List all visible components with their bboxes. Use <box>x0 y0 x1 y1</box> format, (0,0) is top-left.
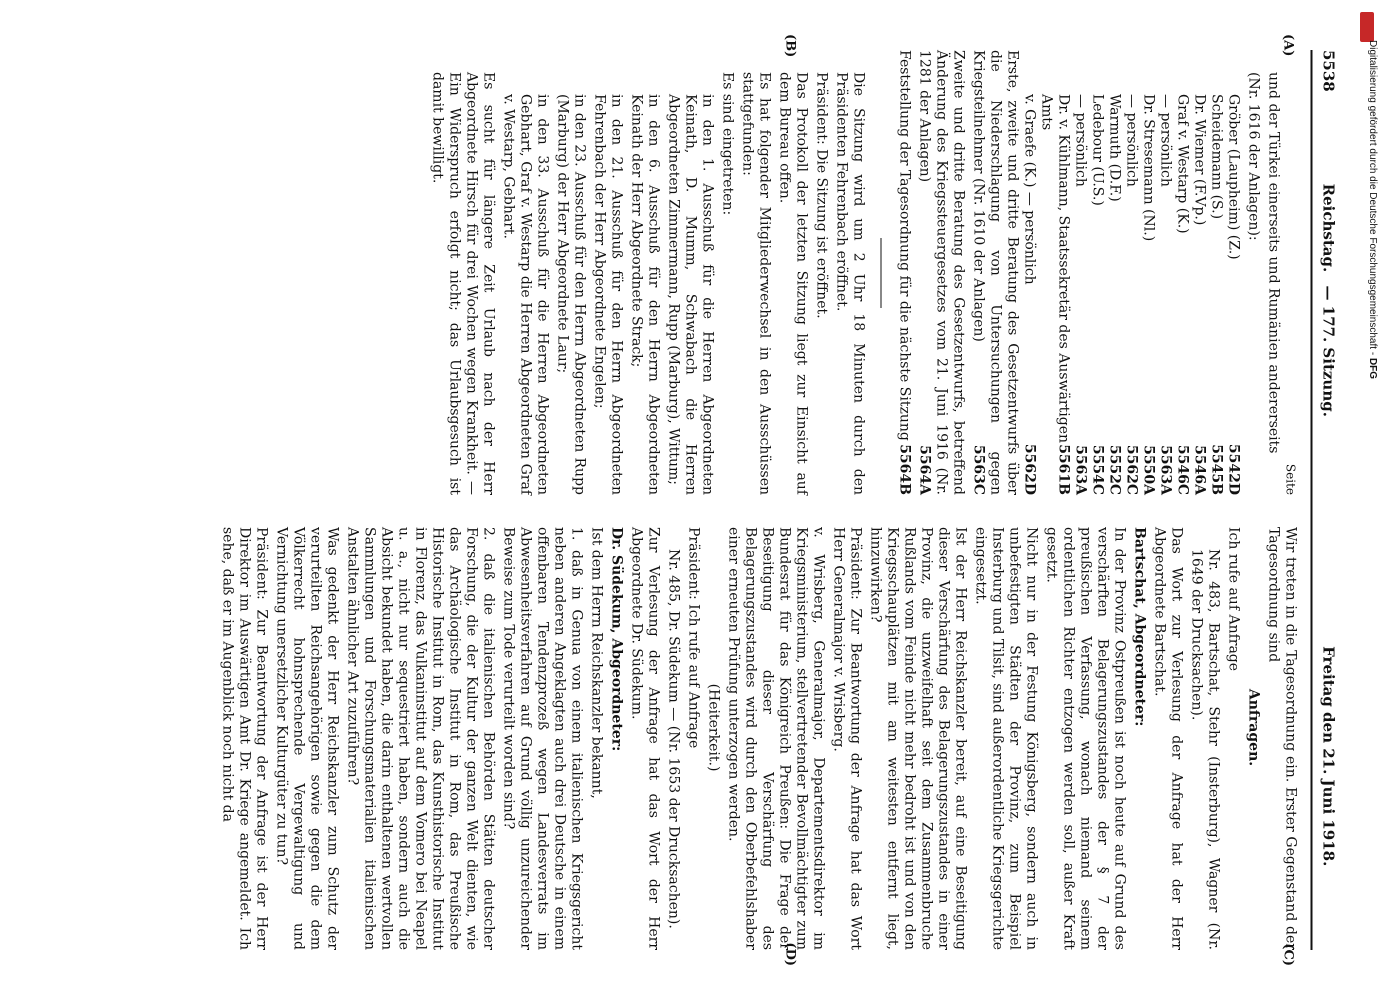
speaker-entry <box>1224 50 1241 495</box>
committee-change: Es hat folgender Mitgliederwechsel in den Ausschüssen stattgefunden: <box>739 72 772 495</box>
header-rule <box>1310 50 1312 950</box>
mark-d: (D) <box>782 942 797 966</box>
speaker-page: 5550A <box>1140 445 1156 495</box>
seite-label: Seite <box>1283 463 1297 495</box>
bartschat-3: Ist der Herr Reichskanzler bereit, auf eine Beseitigung dieser Verschärfung des Belagerungszustandes in einer Provinz, die unzweifelhaft seit dem Zusammenbruche Rußlands vom Feinde nicht mehr bedroht ist und von den Kriegsschauplätzen mit am weitesten entfernt liegt, hinzuwirken? <box>867 527 968 950</box>
speaker-page: 5552C <box>1106 444 1122 495</box>
suedekum-intro: Ist dem Herrn Reichskanzler bekannt, <box>588 527 604 799</box>
speaker-page: 5562D <box>1021 443 1037 495</box>
president-kriege: Präsident: Zur Beantwortung der Anfrage ist der Herr Direktor im Auswärtigen Amt Dr. Kriege angemeldet. Ich sehe, daß er im Augenblick noch nicht da <box>219 527 269 950</box>
committee-33: in den 33. Ausschuß für die Herren Abgeordneten Gebhart, Graf v. Westarp die Herren Abgeordneten Graf v. Westarp, Gebhart. <box>500 94 550 495</box>
wort-suedekum: Zur Verlesung der Anfrage hat das Wort der Herr Abgeordnete Dr. Südekum. <box>628 527 661 950</box>
speaker-bartschat: Bartschat, Abgeordneter: <box>1131 527 1147 727</box>
speaker-name: — persönlich <box>1072 94 1088 187</box>
president-wrisberg: Präsident: Zur Beantwortung der Anfrage hat das Wort Herr Generalmajor v. Wrisberg. <box>830 527 863 950</box>
speaker-page: 5563A <box>1157 445 1173 495</box>
dfg-logo <box>1360 12 1374 42</box>
item-kriegssteuer-page: 5564A <box>916 445 932 495</box>
intro-anlagen: (Nr. 1616 der Anlagen): <box>1245 72 1261 241</box>
president-opening: Präsident: Die Sitzung ist eröffnet. <box>813 72 829 319</box>
rotated-page <box>29 30 1354 970</box>
anfrage-483: Nr. 483, Bartschat, Stehr (Insterburg), Wagner (Nr. 1649 der Drucksachen). <box>1188 549 1221 950</box>
suedekum-2: 2. daß die italienischen Behörden Stätten deutscher Forschung, die der Kultur der ganzen Welt dienten, wie das Archäologische Institut in Rom, das Preußische Historische Institut in Rom, das Kunsthistorische Institut in Florenz, das Vulkaninstitut auf dem Vomero bei Neapel u. a., nicht nur sequestriert haben, sondern auch die Absicht bekundet haben, die darin enthaltenen wertvollen Sammlungen und Forschungsmaterialien italienischen Anstalten ähnlicher Art zuzuführen? <box>344 527 496 950</box>
item-tagesordnung-page: 5564B <box>896 444 912 495</box>
speaker-name: Warmuth (D.F.) <box>1106 94 1122 202</box>
agenda-start: Wir treten in die Tagesordnung ein. Erster Gegenstand der Tagesordnung sind <box>1265 527 1298 950</box>
separator <box>880 238 881 308</box>
item-niederschlagung: Erste, zweite und dritte Beratung des Gesetzentwurfs über die Niederschlagung von Untersuchungen gegen Kriegsteilnehmer (Nr. 1610 der Anlagen) 5563C <box>970 50 1020 495</box>
heiterkeit: (Heiterkeit.) <box>705 683 721 772</box>
speaker-name: Dr. v. Kühlmann, Staatssekretär des Auswärtigen Amts <box>1038 94 1071 443</box>
bartschat-2: Nicht nur in der Festung Königsberg, sondern auch in unbefestigten Städten der Provinz, zum Beispiel Insterburg und Tilsit, sind außerordentliche Kriegsgerichte eingesetzt. <box>972 527 1039 950</box>
item-niederschlagung-page: 5563C <box>970 444 986 495</box>
speaker-name: Ledebour (U.S.) <box>1089 94 1105 206</box>
bartschat-1: In der Provinz Ostpreußen ist noch heute auf Grund des verschärften Belagerungszustandes der § 7 der preußischen Verfassung, wonach niemand seinem ordentlichen Richter entzogen werden soll, außer Kraft gesetzt. <box>1043 527 1127 950</box>
eingetreten: Es sind eingetreten: <box>719 72 735 216</box>
wrisberg-answer: v. Wrisberg, Generalmajor, Departementsdirektor im Kriegsministerium, stellvertretender Bevollmächtigter zum Bundesrat für das Königreich Preußen: Die Frage der Beseitigung dieser Verschärfung des Belagerungszustandes wird durch den Oberbefehlshaber einer erneuten Prüfung unterzogen werden. <box>725 527 826 950</box>
speaker-name: Dr. Stresemann (Nl.) <box>1140 94 1156 242</box>
speaker-entry <box>1105 50 1122 495</box>
speaker-name: Scheidemann (S.) <box>1208 94 1224 220</box>
anfrage-485: Nr. 485, Dr. Südekum — (Nr. 1653 der Drucksachen). <box>665 549 681 929</box>
speaker-entry <box>1173 50 1190 495</box>
opening-text: Die Sitzung wird um 2 Uhr 18 Minuten durch den Präsidenten Fehrenbach eröffnet. <box>833 72 866 495</box>
head-sitzung: — 177. Sitzung. <box>1319 285 1337 417</box>
committee-23: in den 23. Ausschuß für den Herrn Abgeordneten Rupp (Marburg) der Herr Abgeordnete Laur; <box>554 94 587 495</box>
speaker-suedekum: Dr. Südekum, Abgeordneter: <box>608 527 624 752</box>
suedekum-3: Was gedenkt der Herr Reichskanzler zum Schutz der verurteilten Reichsangehörigen sowie gegen die dem Völkerrecht hohnsprechende Vergewaltigung und Vernichtung unersetzlicher Kulturgüter zu tun? <box>273 527 340 950</box>
mark-b: (B) <box>782 34 797 58</box>
speaker-entry <box>1207 50 1224 495</box>
dfg-label: DFG <box>1367 357 1378 380</box>
speaker-entry <box>1037 50 1071 495</box>
speaker-entry <box>1020 50 1037 495</box>
speaker-name: v. Graefe (K.) — persönlich <box>1021 94 1037 285</box>
speaker-name: — persönlich <box>1157 94 1173 187</box>
suedekum-1: 1. daß in Genua von einem italienischen Kriegsgericht neben anderen Angeklagten auch drei Deutsche in einem offenbaren Tendenzprozeß wegen Landesverrats im Abwesenheitsverfahren auf Grund völlig unzureichender Beweise zum Tode verurteilt worden sind? <box>500 527 584 950</box>
mark-c: (C) <box>1280 943 1295 966</box>
speaker-name: Gröber (Laupheim) (Z.) <box>1225 94 1241 260</box>
call-anfrage-483: Ich rufe auf Anfrage <box>1225 527 1241 672</box>
digitization-credit: Digitalisierung gefördert durch die Deutsche Forschungsgemeinschaft - DFG <box>1367 40 1378 380</box>
speaker-page: 5563A <box>1072 445 1088 495</box>
speaker-entry <box>1139 50 1156 495</box>
committee-21: in den 21. Ausschuß für den Herrn Abgeordneten Fehrenbach der Herr Abgeordnete Engelen; <box>591 94 624 495</box>
speaker-name: — persönlich <box>1123 94 1139 187</box>
speaker-name: Graf v. Westarp (K.) <box>1174 94 1190 234</box>
speaker-entry <box>1156 50 1173 495</box>
item-tagesordnung: Feststellung der Tagesordnung für die nächste Sitzung 5564B <box>896 50 912 495</box>
item-kriegssteuer: Zweite und dritte Beratung des Gesetzentwurfs, betreffend Änderung des Kriegssteuergesetzes vom 21. Juni 1916 (Nr. 1281 der Anlagen) 5564A <box>916 50 966 495</box>
committee-1: in den 1. Ausschuß für die Herren Abgeordneten Keinath, D. Mumm, Schwabach die Herren Abgeordneten Zimmermann, Rupp (Marburg), Wittum; <box>665 94 715 495</box>
speaker-entry <box>1190 50 1207 495</box>
protocol-text: Das Protokoll der letzten Sitzung liegt zur Einsicht auf dem Bureau offen. <box>776 72 809 495</box>
head-date: Freitag den 21. Juni 1918. <box>1319 646 1337 867</box>
mark-a: (A) <box>1280 34 1295 57</box>
committee-6: in den 6. Ausschuß für den Herrn Abgeordneten Keinath der Herr Abgeordnete Strack; <box>628 94 661 495</box>
speaker-name: Dr. Wiemer (F.Vp.) <box>1191 94 1207 226</box>
page-number: 5538 <box>1319 50 1337 92</box>
speaker-page: 5561B <box>1055 444 1071 495</box>
speaker-entry <box>1088 50 1105 495</box>
speaker-page: 5562C <box>1123 444 1139 495</box>
speaker-entry <box>1071 50 1088 495</box>
speaker-page: 5545B <box>1208 444 1224 495</box>
wort-bartschat: Das Wort zur Verlesung der Anfrage hat der Herr Abgeordnete Bartschat. <box>1151 527 1184 950</box>
leave-request: Es sucht für längere Zeit Urlaub nach der Herr Abgeordnete Hirsch für drei Wochen wegen Krankheit. — Ein Widerspruch erfolgt nicht; das Urlaubsgesuch ist damit bewilligt. <box>429 72 496 495</box>
intro-text: und der Türkei einerseits und Rumänien andererseits <box>1265 72 1281 454</box>
call-anfrage-485: Präsident: Ich rufe auf Anfrage <box>685 527 701 749</box>
left-column <box>49 34 1298 495</box>
anfragen-heading: Anfragen. <box>1245 688 1261 767</box>
speaker-page: 5546C <box>1174 444 1190 495</box>
running-head <box>1314 50 1336 950</box>
head-reichstag: Reichstag. <box>1319 183 1337 273</box>
speaker-page: 5546A <box>1191 445 1207 495</box>
speaker-page: 5542D <box>1225 443 1241 495</box>
speaker-entry <box>1122 50 1139 495</box>
right-column <box>49 505 1298 966</box>
speaker-list <box>1020 50 1241 495</box>
speaker-page: 5554C <box>1089 444 1105 495</box>
